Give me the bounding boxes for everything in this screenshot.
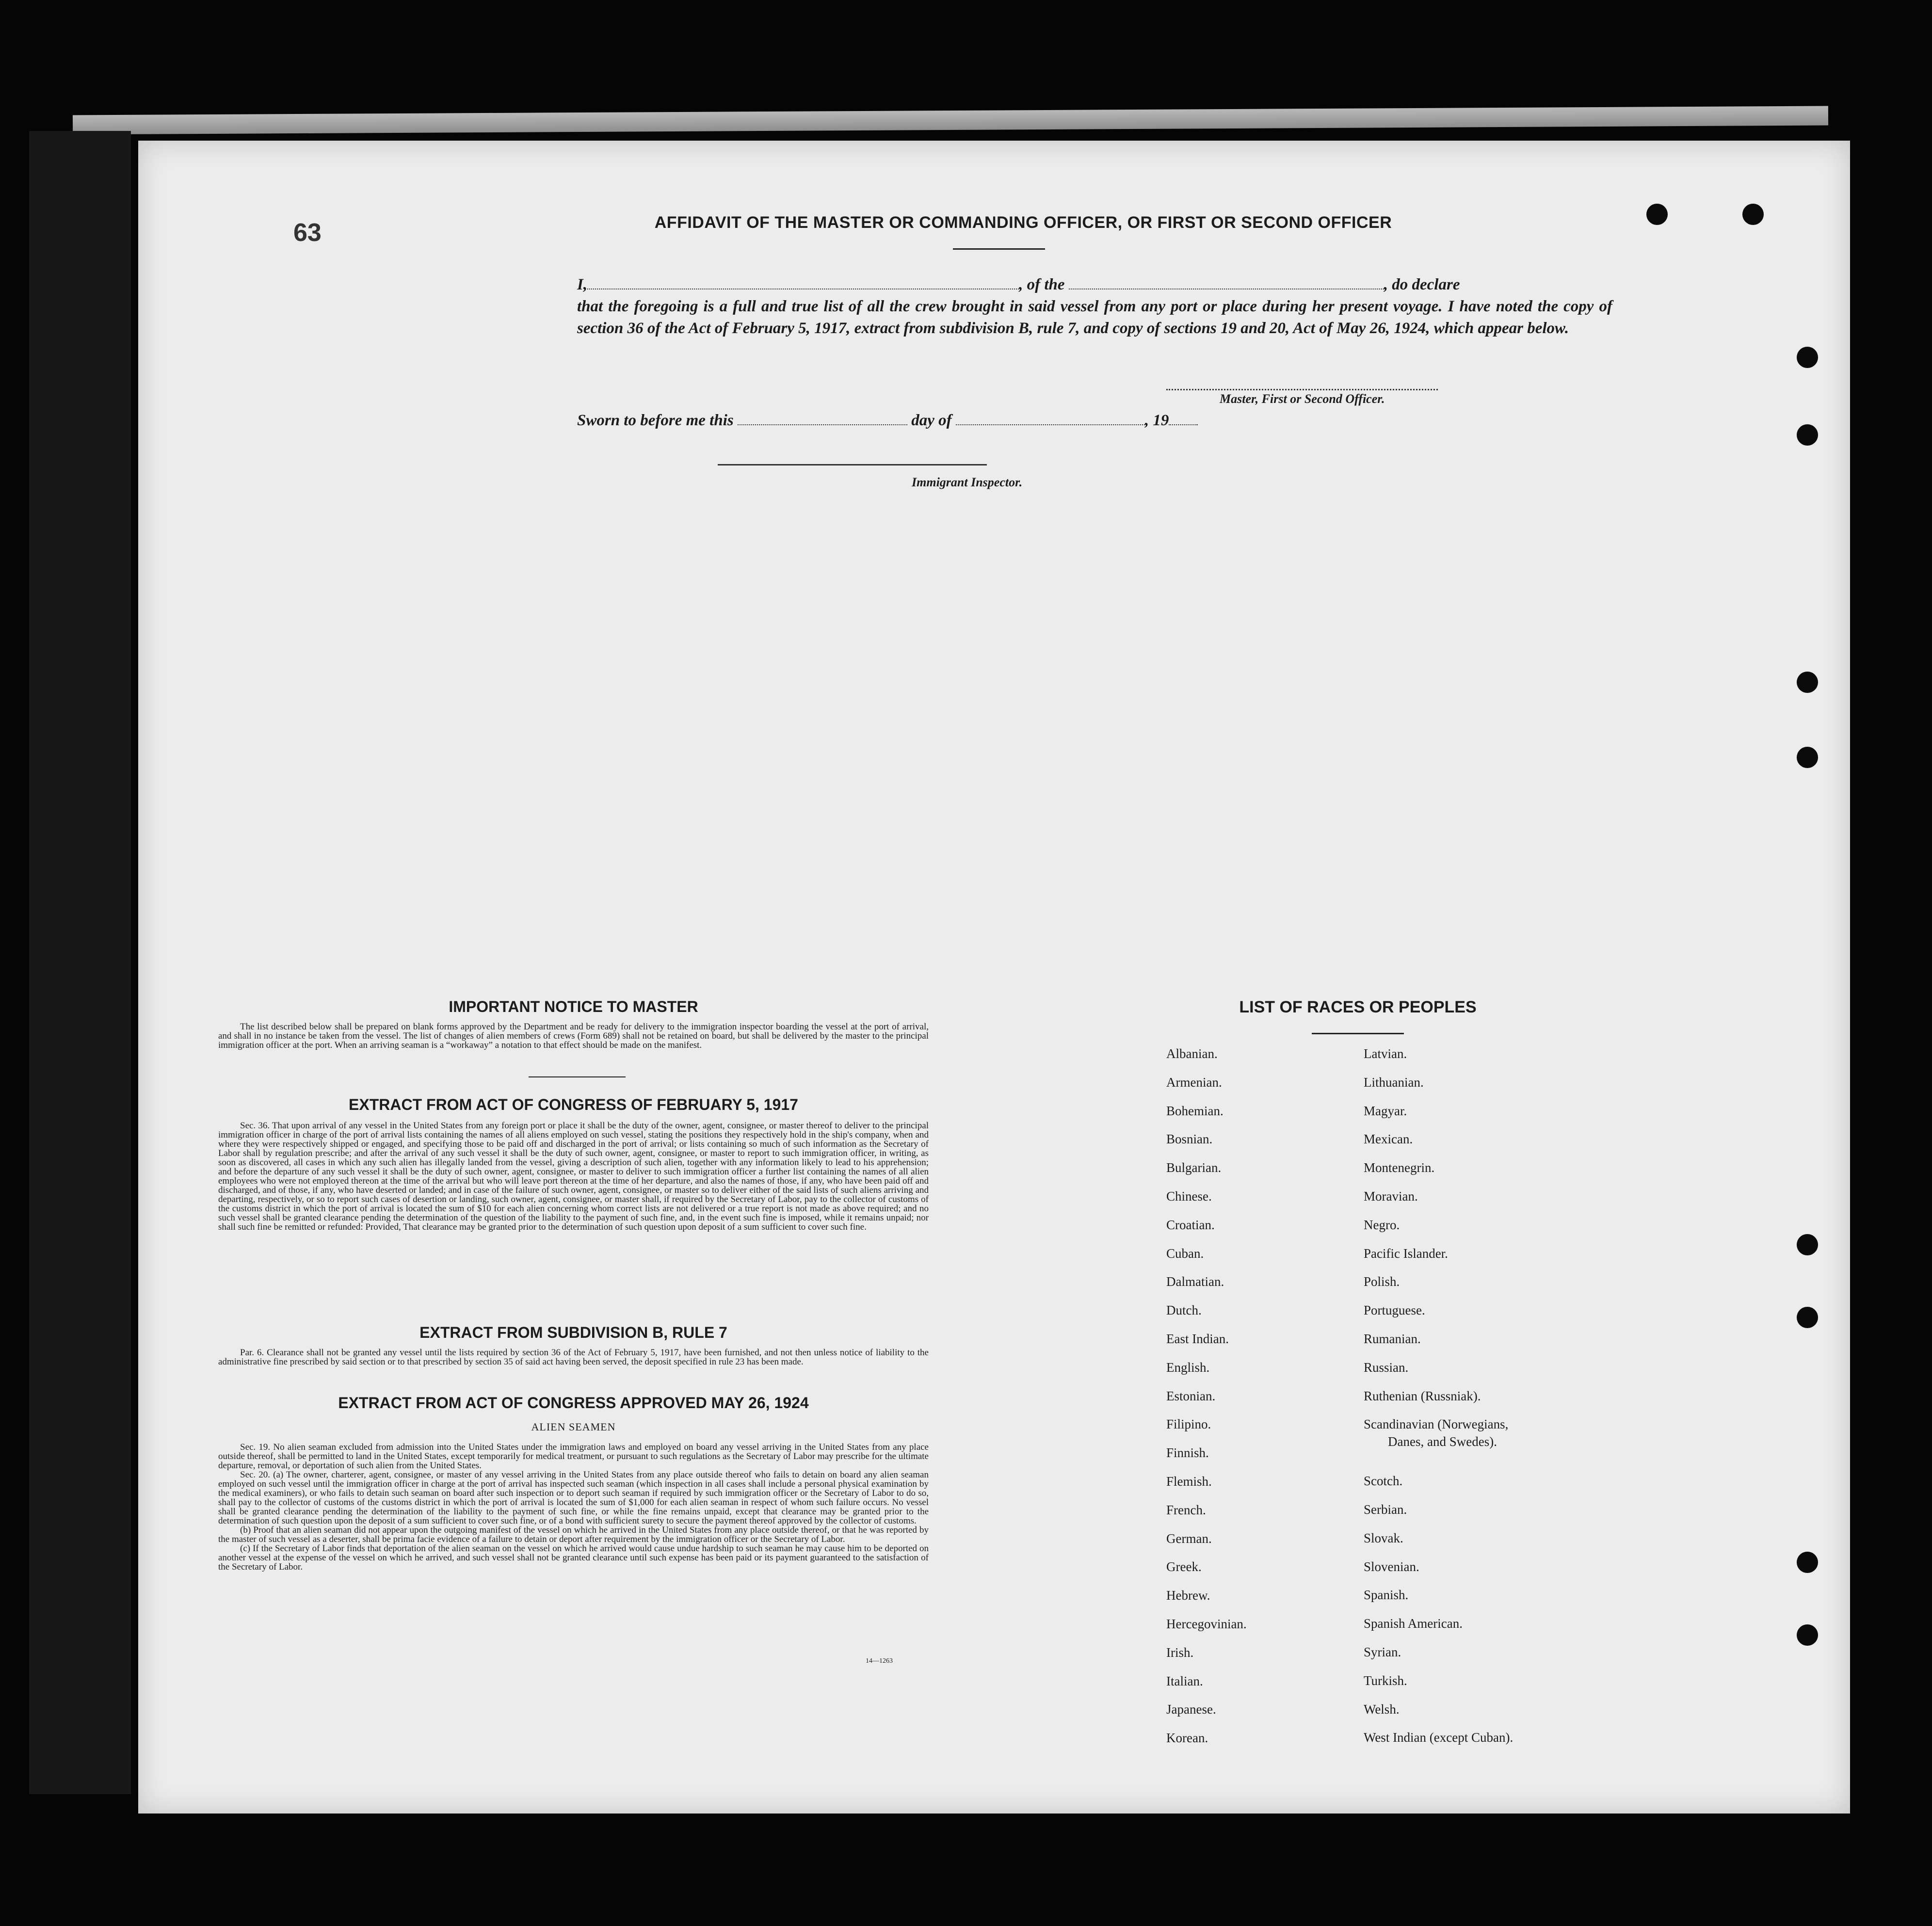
punch-hole — [1797, 347, 1818, 368]
master-caption: Master, First or Second Officer. — [1220, 392, 1385, 406]
alien-seamen-subtitle: ALIEN SEAMEN — [531, 1421, 616, 1433]
race-item: Albanian. — [1166, 1046, 1218, 1061]
race-item: Dutch. — [1166, 1303, 1202, 1317]
race-item: Croatian. — [1166, 1218, 1215, 1232]
race-item: Japanese. — [1166, 1702, 1216, 1717]
inspector-signature-line — [718, 464, 987, 465]
notice-paragraph: The list described below shall be prepared on blank forms approved by the Department and be ready for delivery to the immigration inspector boarding the vessel at the port of arrival, and shall in no instance be taken from the vessel. The list of changes of alien members of crews (Form 689) shall not be retained on board, but shall be delivered by the master to the principal immigration officer at the port. When an arriving seaman is a “workaway” a notation to that effect should be made on the manifest. — [218, 1022, 929, 1050]
race-item: Scotch. — [1364, 1474, 1403, 1488]
race-item: French. — [1166, 1503, 1206, 1517]
punch-hole — [1797, 672, 1818, 693]
declarant-name-blank[interactable] — [587, 274, 1019, 289]
section-19-paragraph: Sec. 19. No alien seaman excluded from admission into the United States under the immigration laws and employed on board any vessel arriving in the United States from any place outside thereof, shall be permitted to land in the United States, except temporarily for medical treatment, or pursuant to such regulations as the Secretary of Labor may prescribe for the ultimate departure, removal, or deportation of such alien from the United States. — [218, 1442, 929, 1471]
extract-1924-text — [218, 1443, 929, 1572]
race-item: Ruthenian (Russniak). — [1364, 1389, 1481, 1403]
sworn-label: Sworn to before me this — [577, 412, 734, 429]
race-item: Bulgarian. — [1166, 1160, 1222, 1175]
race-item: East Indian. — [1166, 1332, 1229, 1346]
race-item: Estonian. — [1166, 1389, 1216, 1403]
race-item: Negro. — [1364, 1218, 1400, 1232]
year-label: , 19 — [1144, 412, 1169, 429]
race-item: Scandinavian (Norwegians, — [1364, 1417, 1509, 1431]
punch-hole — [1797, 424, 1818, 446]
rule7-text — [218, 1348, 929, 1366]
notice-title: IMPORTANT NOTICE TO MASTER — [449, 998, 698, 1015]
race-item: Korean. — [1166, 1731, 1208, 1745]
affidavit-line1 — [577, 274, 1612, 296]
vessel-name-blank[interactable] — [1069, 274, 1384, 289]
section-36-paragraph: Sec. 36. That upon arrival of any vessel in the United States from any foreign port or place it shall be the duty of the owner, agent, consignee, or master thereof to deliver to the principal immigration officer in charge of the port of arrival lists containing the names of all aliens employed on such vessel, stating the positions they respectively hold in the ship's company, when and where they were respectively shipped or engaged, and specifying those to be paid off and discharged in the port of arrival; or lists containing so much of such information as the Secretary of Labor shall by regulation prescribe; and after the arrival of any such vessel it shall be the duty of such owner, agent, consignee, or master to report to such immigration officer, in writing, as soon as discovered, all cases in which any such alien has illegally landed from the vessel, giving a description of such alien, together with any information likely to lead to his apprehension; and before the departure of any such vessel it shall be the duty of such owner, agent, consignee, or master to deliver to such immigration officer a further list containing the names of all alien employees who were not employed thereon at the time of the arrival but who will leave port thereon at the time of her departure, and also the names of those, if any, who have been paid off and discharged, and of those, if any, who have deserted or landed; and in case of the failure of such owner, agent, consignee, or master so to deliver either of the said lists of such aliens arriving and departing, respectively, or so to report such cases of desertion or landing, such owner, agent, consignee, or master shall, if required by the Secretary of Labor, pay to the collector of customs of the customs district in which the port of arrival is located the sum of $10 for each alien concerning whom correct lists are not delivered or a true report is not made as above required; and no such vessel shall be granted clearance pending the determination of the question of the liability to the payment of such fine, and, in the event such fine is imposed, while it remains unpaid; nor shall such fine be remitted or refunded: Provided, That clearance may be granted prior to the determination of such question upon deposit of a sum sufficient to cover such fine. — [218, 1121, 929, 1232]
extract-1917-text — [218, 1121, 929, 1232]
punch-hole — [1797, 1234, 1818, 1255]
race-item: Danes, and Swedes). — [1388, 1434, 1497, 1449]
par-6-paragraph: Par. 6. Clearance shall not be granted any vessel until the lists required by section 36 of the Act of February 5, 1917, have been furnished, and not then unless notice of liability to the administrative fine prescribed by said section or to that prescribed by section 35 of said act having been served, the deposit specified in rule 23 has been made. — [218, 1348, 929, 1367]
affidavit-text: that the foregoing is a full and true list of all the crew brought in said vessel from any port or place during her present voyage. I have noted the copy of section 36 of the Act of February 5, 1917, extract from subdivision B, rule 7, and copy of sections 19 and 20, Act of May 26, 1924, which appear below. — [577, 298, 1612, 337]
section-20a-paragraph: Sec. 20. (a) The owner, charterer, agent, consignee, or master of any vessel arriving in the United States from any place outside thereof who fails to detain on board any alien seaman employed on such vessel until the immigration officer in charge at the port of arrival has inspected such seaman (which inspection in all cases shall include a personal physical examination by the medical examiners), or who fails to detain such seaman on board after such inspection or to deport such seaman if required by such immigration officer or the Secretary of Labor to do so, shall pay to the collector of customs of the customs district in which the port of arrival is located the sum of $1,000 for each alien seaman in respect of whom such failure occurs. No vessel shall be granted clearance pending the determination of the liability to the payment of such fine, or while the fine remains unpaid, except that clearance may be granted prior to the determination of such question upon the deposit of a sum sufficient to cover such fine, or of a bond with sufficient surety to secure the payment thereof approved by the collector of customs. — [218, 1470, 929, 1526]
race-item: Slovenian. — [1364, 1559, 1419, 1574]
race-item: Portuguese. — [1364, 1303, 1425, 1317]
race-item: Lithuanian. — [1364, 1075, 1424, 1090]
notice-text — [218, 1022, 929, 1050]
race-item: Polish. — [1364, 1274, 1400, 1289]
inspector-caption: Immigrant Inspector. — [912, 475, 1023, 489]
punch-hole — [1797, 1307, 1818, 1328]
race-item: Turkish. — [1364, 1673, 1407, 1688]
races-title-rule — [1312, 1033, 1404, 1034]
race-item: Magyar. — [1364, 1104, 1407, 1118]
race-item: Filipino. — [1166, 1417, 1211, 1431]
race-item: Latvian. — [1364, 1046, 1407, 1061]
race-item: Syrian. — [1364, 1645, 1401, 1659]
race-item: Russian. — [1364, 1360, 1409, 1375]
race-item: Bosnian. — [1166, 1132, 1213, 1146]
title-rule — [953, 248, 1045, 250]
section-20b-paragraph: (b) Proof that an alien seaman did not appear upon the outgoing manifest of the vessel on which he arrived in the United States from any place outside thereof, or that he was reported by the master of such vessel as a deserter, shall be prima facie evidence of a failure to detain or deport after requirement by the immigration officer or the Secretary of Labor. — [218, 1525, 929, 1544]
race-item: Bohemian. — [1166, 1104, 1224, 1118]
race-item: West Indian (except Cuban). — [1364, 1730, 1513, 1745]
race-item: Montenegrin. — [1364, 1160, 1435, 1175]
race-item: Finnish. — [1166, 1445, 1209, 1460]
scanner-border — [29, 131, 131, 1794]
race-item: Spanish. — [1364, 1588, 1409, 1602]
race-item: Serbian. — [1364, 1502, 1407, 1517]
section-rule — [529, 1076, 626, 1077]
race-item: Cuban. — [1166, 1246, 1204, 1261]
affidavit-body — [577, 274, 1612, 339]
extract-1917-title: EXTRACT FROM ACT OF CONGRESS OF FEBRUARY 5, 1917 — [349, 1096, 798, 1113]
affidavit-title: AFFIDAVIT OF THE MASTER OR COMMANDING OFFICER, OR FIRST OR SECOND OFFICER — [654, 213, 1392, 232]
punch-hole — [1797, 747, 1818, 768]
race-item: German. — [1166, 1531, 1212, 1546]
race-item: Rumanian. — [1364, 1332, 1421, 1346]
race-item: English. — [1166, 1360, 1210, 1375]
race-item: Chinese. — [1166, 1189, 1212, 1204]
form-mark: 63 — [293, 219, 322, 247]
underlying-page-edge — [73, 106, 1828, 135]
extract-1924-title: EXTRACT FROM ACT OF CONGRESS APPROVED MAY 26, 1924 — [338, 1394, 809, 1412]
race-item: Armenian. — [1166, 1075, 1222, 1090]
race-item: Dalmatian. — [1166, 1274, 1224, 1289]
master-signature-line — [1166, 389, 1438, 390]
document-page — [138, 141, 1850, 1814]
sworn-month-blank[interactable] — [956, 410, 1145, 425]
vessel-label: , of the — [1019, 276, 1065, 293]
sworn-year-blank[interactable] — [1169, 410, 1198, 425]
race-item: Hebrew. — [1166, 1588, 1210, 1603]
race-item: Flemish. — [1166, 1474, 1212, 1489]
race-item: Greek. — [1166, 1559, 1202, 1574]
race-item: Moravian. — [1364, 1189, 1418, 1204]
declare-label: , do declare — [1384, 276, 1460, 293]
day-of-label: day of — [911, 412, 952, 429]
race-item: Italian. — [1166, 1674, 1203, 1688]
races-title: LIST OF RACES OR PEOPLES — [1239, 998, 1477, 1016]
race-item: Pacific Islander. — [1364, 1246, 1448, 1261]
race-item: Hercegovinian. — [1166, 1617, 1247, 1631]
sworn-date-blank[interactable] — [738, 410, 907, 425]
punch-hole — [1797, 1552, 1818, 1573]
declarant-label: I, — [577, 276, 588, 293]
rule7-title: EXTRACT FROM SUBDIVISION B, RULE 7 — [419, 1324, 727, 1341]
race-item: Irish. — [1166, 1645, 1194, 1660]
race-item: Welsh. — [1364, 1702, 1400, 1717]
section-20c-paragraph: (c) If the Secretary of Labor finds that deportation of the alien seaman on the vessel on which he arrived would cause undue hardship to such seaman he may cause him to be deported on another vessel at the expense of the vessel on which he arrived, and such vessel shall not be granted clearance until such expense has been paid or its payment guaranteed to the satisfaction of the Secretary of Labor. — [218, 1543, 929, 1572]
punch-hole — [1797, 1624, 1818, 1646]
sworn-line — [577, 410, 1198, 430]
race-item: Slovak. — [1364, 1531, 1403, 1545]
race-item: Spanish American. — [1364, 1616, 1463, 1631]
race-item: Mexican. — [1364, 1132, 1413, 1146]
form-number: 14—1263 — [866, 1657, 893, 1665]
